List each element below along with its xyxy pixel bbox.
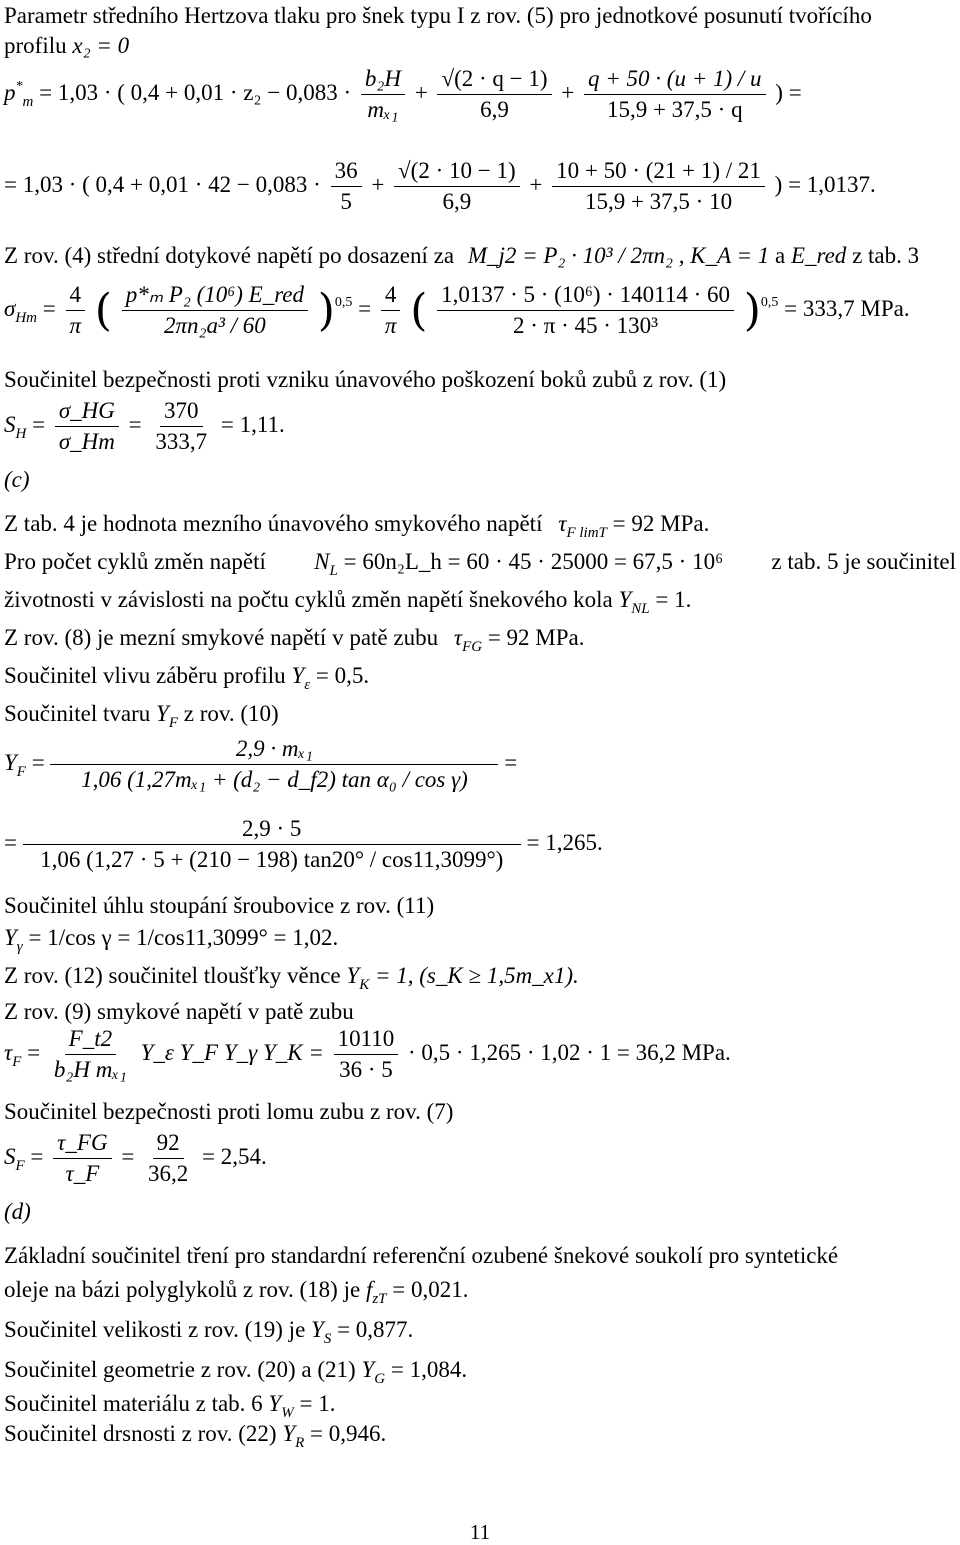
fraction: $\frac{370}{333,7}$ — [155, 398, 208, 454]
label-d: (d) — [4, 1199, 31, 1224]
text-line: Z rov. (9) smykové napětí v patě zubu — [4, 999, 354, 1024]
text-line — [4, 1316, 413, 1353]
math-symbol: $Y_{NL}$ — [618, 587, 650, 617]
text-line — [4, 586, 691, 623]
text-span: Z rov. (4) střední dotykové napětí po dosazení za — [4, 243, 455, 268]
fraction: $\frac{√(2 \cdot 10 - 1)}{6,9}$ — [394, 158, 520, 215]
fraction: $\frac{\text{2,9 · mₓ₁}}{\text{1,06 (1,27mₓ₁ + (d₂ − d\_f2) tan α₀ / cos γ)}}$ — [54, 736, 494, 793]
fraction: $\frac{√(2 \cdot q - 1)}{6,9}$ — [437, 66, 551, 123]
text-line — [4, 662, 369, 699]
operator: + — [414, 79, 428, 105]
equation-sigma-hm — [4, 282, 910, 339]
fraction: $\frac{F\_t2}{\text{b₂H mₓ₁}}$ — [53, 1026, 127, 1082]
text-span: Součinitel tvaru — [4, 701, 151, 726]
text-span: z rov. (10) — [183, 701, 279, 726]
math-symbol: $Y_F$ — [156, 701, 178, 731]
text-span: = 0,877. — [337, 1317, 414, 1342]
fraction: $\frac{10 + 50 \cdot (21 + 1) / 21}{15,9 + 37,5 \cdot 10}$ — [552, 158, 765, 215]
text-span: Součinitel drsnosti z rov. (22) — [4, 1421, 277, 1446]
text-line: Součinitel bezpečnosti proti vzniku únavového poškození boků zubů z rov. (1) — [4, 367, 727, 392]
math-symbol: $Y_G$ — [361, 1357, 386, 1387]
text-span: Součinitel vlivu záběru profilu — [4, 663, 286, 688]
label-c: (c) — [4, 467, 30, 492]
equation-yf-general — [4, 736, 517, 793]
text-line: Základní součinitel tření pro standardní referenční ozubené šnekové soukolí pro syntetické — [4, 1243, 839, 1268]
text-line — [4, 962, 579, 999]
equation-pm-general — [4, 66, 802, 123]
text-span: a — [774, 243, 786, 268]
text-line — [4, 924, 338, 961]
fraction: $\frac{10110}{36 \cdot 5}$ — [334, 1026, 399, 1083]
text-span: Pro počet cyklů změn napětí — [4, 549, 266, 574]
equation-sh — [4, 398, 285, 455]
math-inline: M_j2 = P₂ · 10³ / 2πn₂ , K_A = 1 — [467, 243, 770, 268]
fraction: $\frac{\text{1,0137 · 5 · (10⁶) · 140114 · 60}}{\text{2 · π · 45 · 130³}}$ — [437, 282, 734, 339]
exponent: 0,5 — [760, 294, 779, 310]
text-span: Z rov. (8) je mezní smykové napětí v patě zubu — [4, 625, 439, 650]
math-symbol: $\tau_F$ — [4, 1039, 22, 1070]
eq-part: ) = — [775, 79, 802, 105]
math-inline: E_red — [790, 243, 847, 268]
math-symbol: $p^*_m$ — [4, 78, 34, 110]
operator: = — [358, 295, 377, 321]
fraction: $\frac{36}{5}$ — [331, 158, 362, 215]
fraction: $\frac{\sigma\_HG}{\sigma\_Hm}$ — [55, 398, 119, 455]
text-span: z tab. 3 — [852, 243, 920, 268]
text-line — [4, 510, 709, 547]
math-symbol: $Y_W$ — [268, 1391, 294, 1421]
math-symbol: $\sigma_{Hm}$ — [4, 295, 38, 326]
paren: ) — [317, 285, 335, 336]
math-symbol: $S_F$ — [4, 1143, 25, 1174]
math-inline: x₂ = 0 — [72, 33, 130, 58]
operator: = — [4, 829, 23, 855]
text-line — [4, 548, 956, 585]
operator: = — [128, 411, 148, 437]
equation-sf — [4, 1130, 267, 1187]
text-span: z tab. 5 je součinitel — [771, 549, 956, 574]
operator: = — [121, 1143, 141, 1169]
fraction: $\frac{2,9 \cdot 5}{1,06 (1,27 \cdot 5 + (210 - 198) \tan 20^\circ / \cos 11,3099^\circ)}$ — [27, 816, 517, 873]
text-span: Součinitel velikosti z rov. (19) je — [4, 1317, 306, 1342]
operator: + — [529, 171, 543, 197]
text-span: = 0,946. — [310, 1421, 387, 1446]
fraction: $\frac{\text{p*ₘ P₂ (10⁶) E\_red}}{\text{2πn₂a³ / 60}}$ — [122, 282, 308, 339]
text-span: Z tab. 4 je hodnota mezního únavového smykového napětí — [4, 511, 543, 536]
fraction: $\frac{\text{b₂H}}{\text{mₓ₁}}$ — [361, 66, 405, 123]
text-span: = 0,021. — [392, 1277, 469, 1302]
math-symbol: $S_H$ — [4, 411, 27, 442]
fraction: $\frac{q + 50 \cdot (u + 1) / u}{15,9 + 37,5 \cdot q}$ — [584, 66, 766, 123]
eq-part: = 333,7 MPa. — [784, 295, 910, 321]
paren: ( — [94, 285, 112, 336]
math-symbol: $\tau_{FG}$ — [453, 625, 483, 655]
text-span: = 0,5. — [315, 663, 370, 688]
equation-yf-numeric — [4, 816, 603, 873]
text-line — [4, 1356, 467, 1393]
text-line — [4, 1420, 386, 1457]
math-symbol: $Y_\gamma$ — [4, 925, 23, 955]
text-span: = 92 MPa. — [612, 511, 710, 536]
text-span: = 1. — [299, 1391, 336, 1416]
operator: = — [30, 1143, 50, 1169]
fraction: $\frac{\tau\_FG}{\tau\_F}$ — [53, 1130, 111, 1187]
exponent: 0,5 — [334, 294, 353, 310]
text-line — [4, 242, 919, 270]
eq-part: · 0,5 · 1,265 · 1,02 · 1 = 36,2 MPa. — [408, 1039, 731, 1065]
paren: ( — [410, 285, 428, 336]
text-line: Součinitel bezpečnosti proti lomu zubu z rov. (7) — [4, 1099, 454, 1124]
text-span: Součinitel geometrie z rov. (20) a (21) — [4, 1357, 356, 1382]
text-span: Součinitel materiálu z tab. 6 — [4, 1391, 263, 1416]
eq-part: = 1,03 · ( 0,4 + 0,01 · 42 − 0,083 · — [4, 171, 321, 197]
fraction: $\frac{92}{36,2}$ — [148, 1130, 189, 1186]
text-span: životnosti v závislosti na počtu cyklů změn napětí šnekového kola — [4, 587, 613, 612]
text-span: = 92 MPa. — [487, 625, 585, 650]
text-span: profilu — [4, 33, 67, 58]
eq-part: = 2,54. — [202, 1143, 267, 1169]
text-line: Parametr středního Hertzova tlaku pro šnek typu I z rov. (5) pro jednotkové posunutí tvořícího — [4, 3, 872, 28]
math-symbol: $Y_\varepsilon$ — [291, 663, 311, 693]
operator: = — [504, 749, 518, 775]
paren: ) — [743, 285, 761, 336]
eq-part: = 1,03 · ( 0,4 + 0,01 · z₂ − 0,083 · — [39, 79, 352, 105]
fraction: $\frac{4}{\pi}$ — [381, 282, 401, 339]
math-inline: = 1, (s_K ≥ 1,5m_x1). — [374, 963, 579, 988]
operator: = — [27, 1039, 46, 1065]
eq-part: Y_ε Y_F Y_γ Y_K = — [140, 1039, 324, 1065]
math-inline: $N_L$ = 60n₂L_h = 60 · 45 · 25000 = 67,5 · 10⁶ — [314, 549, 724, 579]
text-span: = 1,084. — [390, 1357, 468, 1382]
text-span: Z rov. (12) součinitel tloušťky věnce — [4, 963, 341, 988]
eq-part: = 1,265. — [526, 829, 603, 855]
math-symbol: $Y_K$ — [346, 963, 370, 993]
math-symbol: $Y_F$ — [4, 749, 26, 780]
text-line: Součinitel úhlu stoupání šroubovice z rov. (11) — [4, 893, 435, 918]
operator: = — [31, 749, 51, 775]
text-line — [4, 624, 585, 661]
text-span: = 1. — [655, 587, 692, 612]
eq-part: = 1,11. — [220, 411, 285, 437]
math-symbol: $f_{zT}$ — [365, 1277, 387, 1307]
text-line — [4, 32, 129, 60]
equation-pm-numeric — [4, 158, 876, 215]
math-inline: = 1/cos γ = 1/cos11,3099° = 1,02. — [28, 925, 339, 950]
operator: = — [32, 411, 51, 437]
text-line — [4, 700, 279, 737]
math-symbol: $\tau_{F limT}$ — [558, 511, 607, 541]
fraction: $\frac{4}{\pi}$ — [66, 282, 86, 339]
text-line — [4, 1276, 469, 1313]
page-number: 11 — [469, 1520, 491, 1544]
operator: = — [42, 295, 62, 321]
text-span: oleje na bázi polyglykolů z rov. (18) je — [4, 1277, 361, 1302]
equation-tau-f — [4, 1026, 731, 1083]
eq-part: ) = 1,0137. — [774, 171, 876, 197]
operator: + — [561, 79, 575, 105]
operator: + — [371, 171, 385, 197]
math-symbol: $Y_R$ — [282, 1421, 305, 1451]
math-symbol: $Y_S$ — [311, 1317, 332, 1347]
